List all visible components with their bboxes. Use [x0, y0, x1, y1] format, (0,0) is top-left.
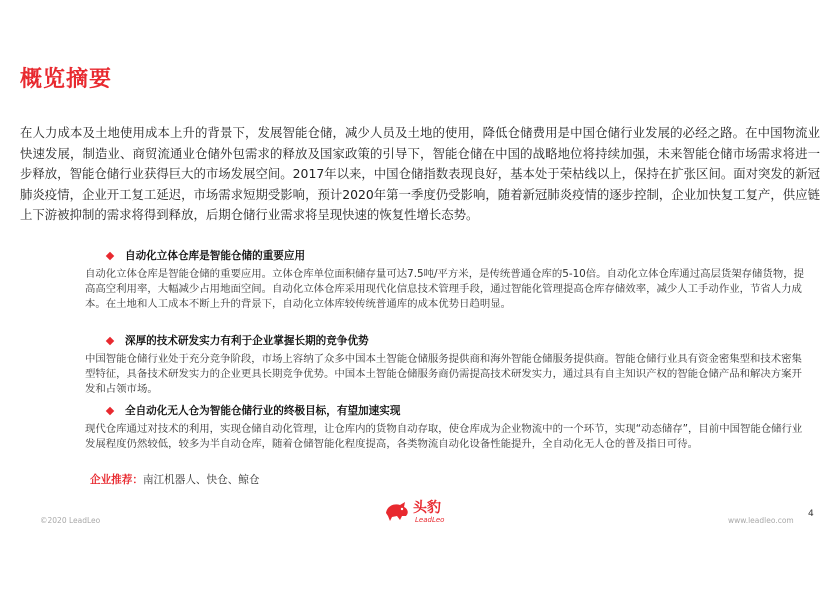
diamond-bullet-icon: [106, 337, 114, 345]
copyright: ©2020 LeadLeo: [40, 516, 101, 525]
page-title: 概览摘要: [20, 67, 113, 92]
logo-text-cn: 头豹: [413, 500, 441, 516]
section-body: 自动化立体仓库是智能仓储的重要应用。立体仓库单位面积储存量可达7.5吨/平方米，是传统普通仓库的5-10倍。自动化立体仓库通过高层货架存储货物，提高高空利用率，大幅减少占用地面空间。自动化立体仓库采用现代化信息技术管理手段，通过智能化管理提高仓库存储效率，减少人工手动作业，节省人力成本。在土地和人工成本不断上升的背景下，自动化立体库较传统普通库的成本优势日趋明显。: [85, 268, 804, 310]
recommendation-label: 企业推荐：: [90, 474, 143, 486]
leadleo-logo: [383, 497, 463, 529]
section-body: 中国智能仓储行业处于充分竞争阶段，市场上容纳了众多中国本土智能仓储服务提供商和海外智能仓储服务提供商。智能仓储行业具有资金密集型和技术密集型特征，具备技术研发实力的企业更具长期竞争优势。中国本土智能仓储服务商仍需提高技术研发实力，通过具有自主知识产权的智能仓储产品和解决方案开发和占领市场。: [85, 353, 802, 395]
summary-section: [85, 333, 807, 397]
diamond-bullet-icon: [106, 252, 114, 260]
diamond-bullet-icon: [106, 407, 114, 415]
recommendation-list: 南江机器人、快仓、鲸仓: [142, 474, 260, 486]
section-heading: 深厚的技术研发实力有利于企业掌握长期的竞争优势: [125, 335, 369, 347]
summary-section: [85, 248, 807, 312]
website: www.leadleo.com: [728, 516, 794, 525]
page-number: 4: [808, 509, 814, 519]
leopard-logo-icon: [383, 499, 411, 523]
section-heading: 自动化立体仓库是智能仓储的重要应用: [125, 250, 306, 262]
intro-paragraph: 在人力成本及土地使用成本上升的背景下，发展智能仓储，减少人员及土地的使用，降低仓储费用是中国仓储行业发展的必经之路。在中国物流业快速发展，制造业、商贸流通业仓储外包需求的释放及国家政策的引导下，智能仓储在中国的战略地位将持续加强，未来智能仓储市场需求将进一步释放，智能仓储行业获得巨大的市场发展空间。2017年以来，中国仓储指数表现良好，基本处于荣枯线以上，保持在扩张区间。面对突发的新冠肺炎疫情，企业开工复工延迟，市场需求短期受影响，预计2020年第一季度仍受影响，随着新冠肺炎疫情的逐步控制，企业加快复工复产，供应链上下游被抑制的需求将得到释放，后期仓储行业需求将呈现快速的恢复性增长态势。: [20, 125, 820, 222]
section-heading: 全自动化无人仓为智能仓储行业的终极目标，有望加速实现: [125, 405, 401, 417]
summary-section: [85, 403, 807, 452]
section-body: 现代仓库通过对技术的利用，实现仓储自动化管理，让仓库内的货物自动存取，使仓库成为企业物流中的一个环节，实现“动态储存”，目前中国智能仓储行业发展程度仍然较低，较多为半自动仓库，随着仓储智能化程度提高，各类物流自动化设备性能提升，全自动化无人仓的普及指日可待。: [85, 423, 803, 450]
logo-text-en: LeadLeo: [415, 516, 445, 524]
company-recommendation: [90, 473, 260, 488]
